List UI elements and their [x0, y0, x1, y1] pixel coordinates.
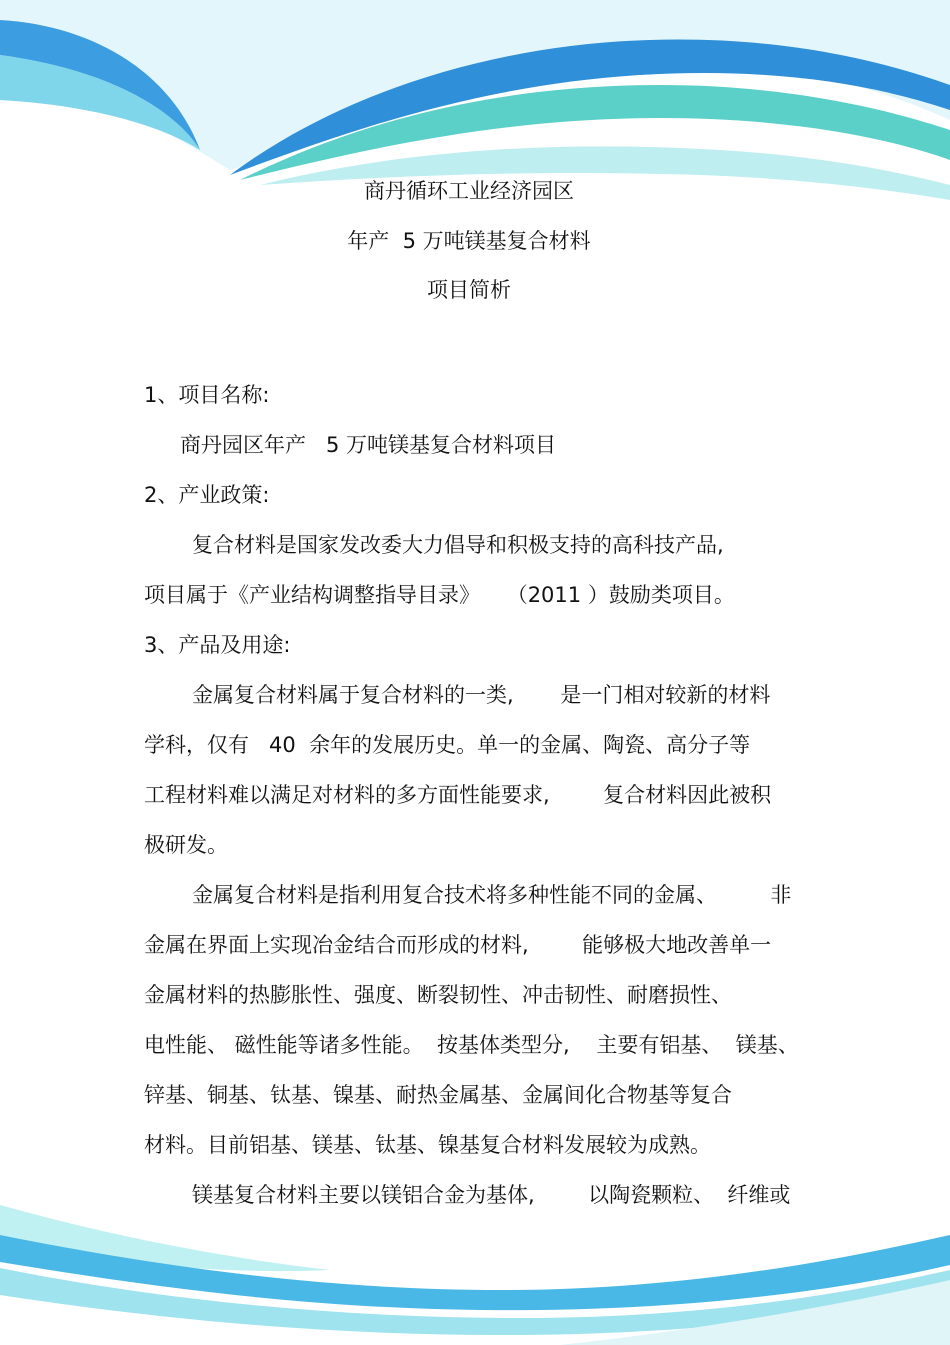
title-line-1: 商丹循环工业经济园区: [364, 179, 574, 203]
paragraph-line: 金属复合材料属于复合材料的一类, 是一门相对较新的材料: [192, 683, 771, 707]
bottom-wave-decoration: [0, 1200, 950, 1345]
top-wave-decoration: [0, 0, 950, 200]
section-heading-project-name: 1、项目名称:: [144, 383, 270, 407]
paragraph-line: 商丹园区年产 5 万吨镁基复合材料项目: [180, 433, 557, 457]
paragraph-line: 极研发。: [144, 833, 228, 857]
paragraph-line: 电性能、 磁性能等诸多性能。 按基体类型分, 主要有铝基、 镁基、: [144, 1033, 799, 1057]
section-heading-products: 3、产品及用途:: [144, 633, 291, 657]
paragraph-line: 金属材料的热膨胀性、强度、断裂韧性、冲击韧性、耐磨损性、: [144, 983, 732, 1007]
paragraph-line: 金属在界面上实现冶金结合而形成的材料, 能够极大地改善单一: [144, 933, 772, 957]
paragraph-line: 锌基、铜基、钛基、镍基、耐热金属基、金属间化合物基等复合: [144, 1083, 732, 1107]
paragraph-line: 学科，仅有 40 余年的发展历史。单一的金属、陶瓷、高分子等: [144, 733, 751, 757]
paragraph-line: 金属复合材料是指利用复合技术将多种性能不同的金属、 非: [192, 883, 792, 907]
paragraph-line: 项目属于《产业结构调整指导目录》 （2011 ）鼓励类项目。: [144, 583, 735, 607]
paragraph-line: 工程材料难以满足对材料的多方面性能要求, 复合材料因此被积: [144, 783, 772, 807]
paragraph-line: 镁基复合材料主要以镁铝合金为基体, 以陶瓷颗粒、 纤维或: [192, 1183, 791, 1207]
section-heading-policy: 2、产业政策:: [144, 483, 270, 507]
paragraph-line: 复合材料是国家发改委大力倡导和积极支持的高科技产品,: [192, 533, 724, 557]
title-line-2: 年产 5 万吨镁基复合材料: [347, 229, 591, 253]
paragraph-line: 材料。目前铝基、镁基、钛基、镍基复合材料发展较为成熟。: [144, 1133, 711, 1157]
title-line-3: 项目简析: [427, 278, 511, 302]
